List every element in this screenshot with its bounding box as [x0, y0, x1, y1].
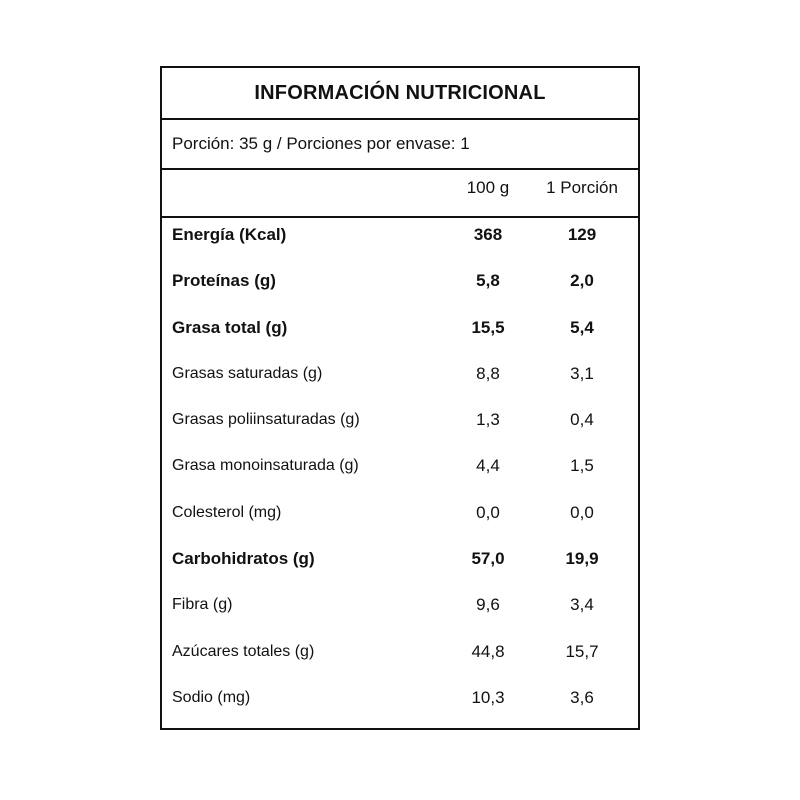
nutrient-value-100g: 44,8	[471, 641, 505, 661]
nutrient-value-portion: 19,9	[565, 549, 599, 569]
nutrient-value-100g: 15,5	[471, 317, 505, 337]
nutrient-value-portion: 15,7	[565, 641, 599, 661]
nutrient-value-portion: 0,4	[570, 410, 594, 430]
column-header-row	[162, 170, 638, 218]
nutrient-row-grasas-saturadas	[162, 357, 638, 403]
nutrient-name: Sodio (mg)	[172, 688, 251, 706]
nutrient-value-portion: 5,4	[570, 317, 594, 337]
nutrient-value-portion: 3,6	[570, 687, 594, 707]
nutrient-rows	[162, 218, 638, 727]
nutrient-row-azucares-totales	[162, 635, 638, 681]
nutrient-row-grasas-poliinsaturadas	[162, 403, 638, 449]
nutrient-value-portion: 1,5	[570, 456, 594, 476]
nutrient-name: Grasas poliinsaturadas (g)	[172, 411, 360, 429]
nutrient-value-100g: 57,0	[471, 549, 505, 569]
nutrient-value-100g: 0,0	[476, 502, 500, 522]
nutrient-name: Grasa total (g)	[172, 317, 288, 337]
nutrient-value-100g: 1,3	[476, 410, 500, 430]
nutrient-name: Grasas saturadas (g)	[172, 364, 323, 382]
nutrient-value-100g: 8,8	[476, 363, 500, 383]
nutrient-value-portion: 129	[567, 225, 597, 244]
nutrient-value-portion: 3,1	[570, 363, 594, 383]
nutrient-row-colesterol	[162, 496, 638, 542]
nutrient-value-100g: 5,8	[476, 271, 500, 291]
nutrient-row-grasa-monoinsaturada	[162, 449, 638, 495]
nutrient-value-100g: 9,6	[476, 595, 500, 615]
nutrient-value-portion: 3,4	[570, 595, 594, 615]
column-header-portion: 1 Porción	[546, 178, 618, 197]
nutrient-name: Carbohidratos (g)	[172, 549, 315, 569]
nutrient-row-proteinas	[162, 264, 638, 310]
portion-info: Porción: 35 g / Porciones por envase: 1	[162, 120, 638, 170]
nutrient-name: Grasa monoinsaturada (g)	[172, 457, 359, 475]
nutrient-name: Energía (Kcal)	[172, 225, 287, 244]
nutrient-row-fibra	[162, 588, 638, 634]
label-title: INFORMACIÓN NUTRICIONAL	[162, 68, 638, 120]
nutrient-value-portion: 2,0	[570, 271, 594, 291]
nutrient-name: Colesterol (mg)	[172, 503, 282, 521]
nutrient-row-sodio	[162, 681, 638, 727]
column-header-100g: 100 g	[466, 178, 510, 197]
nutrient-value-100g: 10,3	[471, 687, 505, 707]
nutrient-value-100g: 368	[473, 225, 503, 244]
nutrient-name: Azúcares totales (g)	[172, 642, 315, 660]
nutrient-name: Fibra (g)	[172, 596, 233, 614]
nutrition-facts-label	[160, 66, 640, 730]
nutrient-row-grasa-total	[162, 311, 638, 357]
nutrient-value-portion: 0,0	[570, 502, 594, 522]
nutrient-row-energia	[162, 218, 638, 264]
nutrient-name: Proteínas (g)	[172, 271, 276, 291]
nutrient-row-carbohidratos	[162, 542, 638, 588]
nutrient-value-100g: 4,4	[476, 456, 500, 476]
